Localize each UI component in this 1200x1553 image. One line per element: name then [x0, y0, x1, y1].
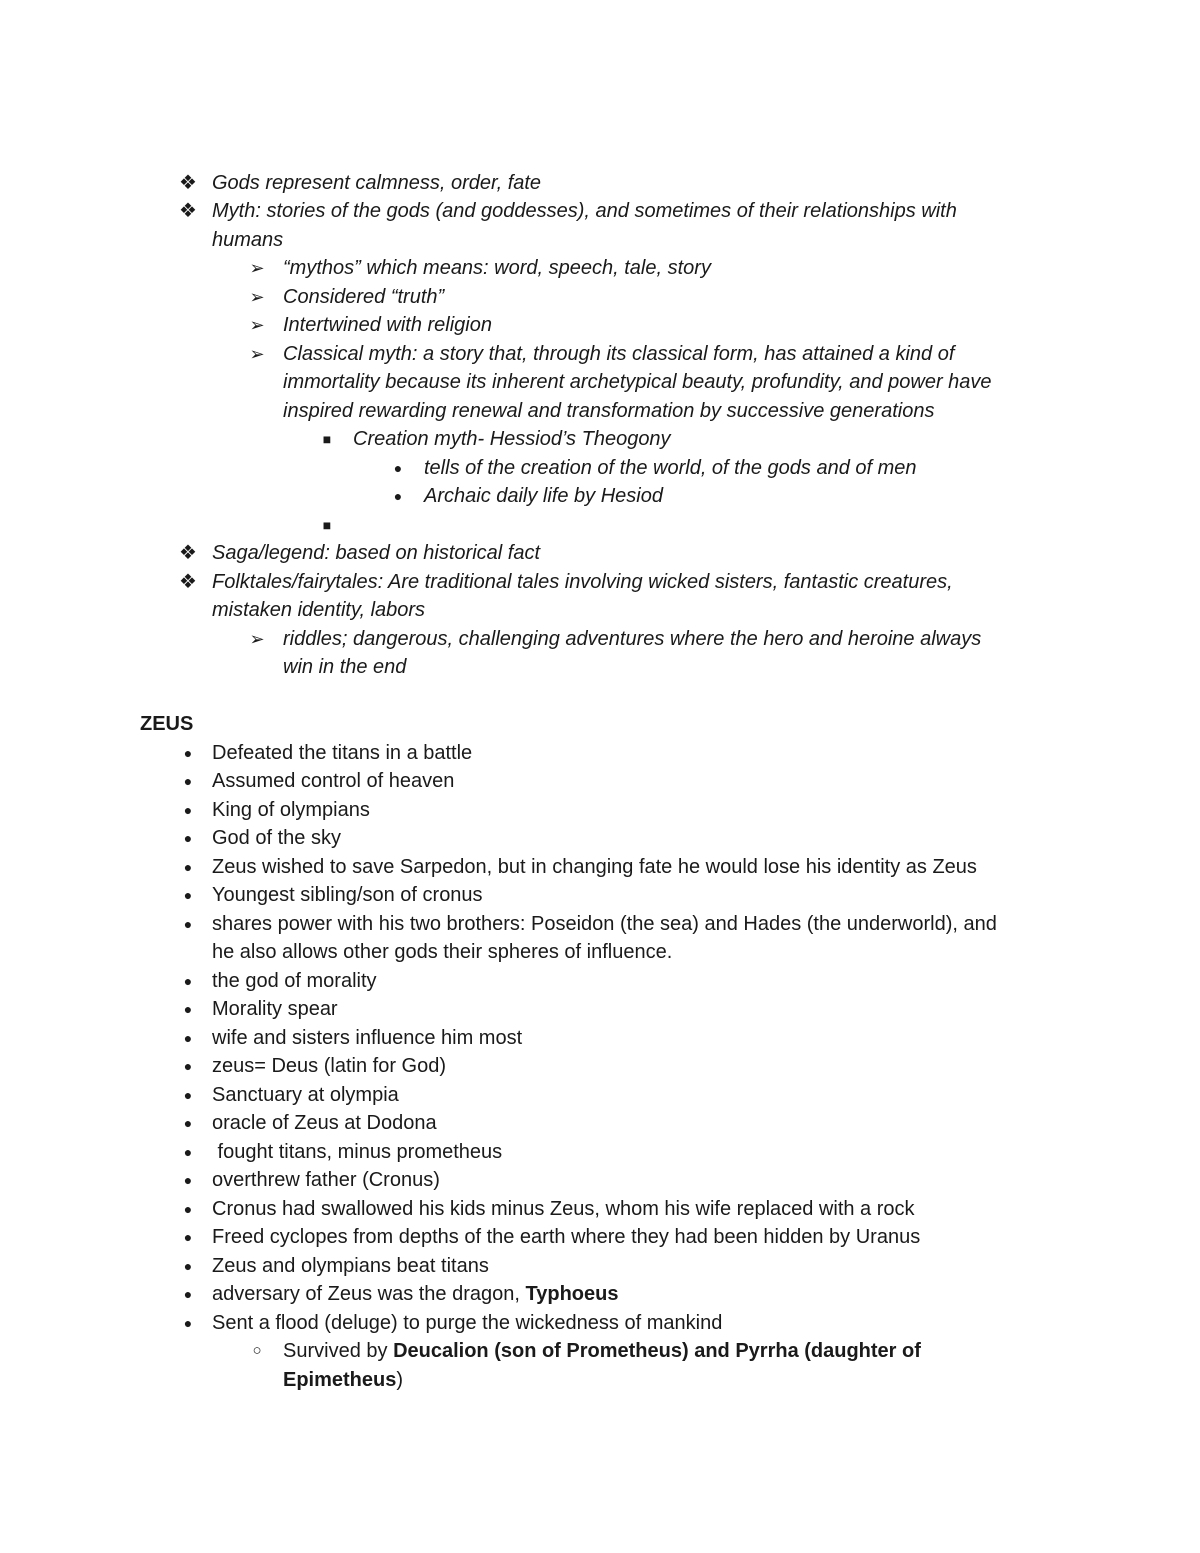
list-item-continuation: [212, 938, 672, 967]
dot-bullet-icon: ●: [183, 887, 193, 903]
list-item: [183, 881, 483, 910]
list-item-text: [212, 1283, 618, 1305]
list-item-text: Morality spear: [212, 998, 338, 1020]
dot-bullet-icon: ●: [183, 1286, 193, 1302]
dot-bullet-icon: ●: [183, 773, 193, 789]
epimetheus-bold: Epimetheus: [283, 1369, 397, 1391]
section-heading: ZEUS: [140, 713, 194, 735]
dot-bullet-icon: ●: [183, 802, 193, 818]
list-item-text: Assumed control of heaven: [212, 770, 455, 792]
list-item: [183, 1052, 446, 1081]
list-item: [183, 1081, 399, 1110]
list-item-text: win in the end: [283, 656, 407, 678]
list-item-text: Cronus had swallowed his kids minus Zeus, whom his wife replaced with a rock: [212, 1198, 915, 1220]
list-item-text: mistaken identity, labors: [212, 599, 426, 621]
list-item: [179, 197, 957, 226]
list-item: [183, 853, 977, 882]
dot-bullet-icon: ●: [183, 1144, 193, 1160]
survived-text: Survived by: [283, 1340, 394, 1362]
list-item: [249, 311, 492, 340]
list-item-text: Youngest sibling/son of cronus: [212, 884, 483, 906]
list-item: [183, 1280, 619, 1309]
survivors-bold: Deucalion (son of Prometheus) and Pyrrha (daughter of: [393, 1340, 921, 1362]
diamond-bullet-icon: ❖: [179, 571, 197, 593]
list-item: [183, 739, 473, 768]
list-item-continuation: [283, 397, 934, 426]
dot-bullet-icon: ●: [183, 1001, 193, 1017]
list-item-continuation: [283, 1366, 403, 1395]
list-item-text: [283, 1369, 403, 1391]
list-item-text: tells of the creation of the world, of the gods and of men: [424, 457, 917, 479]
closing-paren: ): [396, 1369, 404, 1391]
list-item-text: he also allows other gods their spheres of influence.: [212, 941, 673, 963]
list-item: [183, 1166, 440, 1195]
dot-bullet-icon: ●: [183, 916, 193, 932]
list-item: [249, 340, 955, 369]
adversary-text: adversary of Zeus was the dragon,: [212, 1283, 526, 1305]
dot-bullet-icon: ●: [183, 1315, 193, 1331]
list-item: [183, 995, 338, 1024]
list-item: [249, 283, 445, 312]
dot-bullet-icon: ●: [183, 1229, 193, 1245]
list-item-text: God of the sky: [212, 827, 341, 849]
list-item-text: Intertwined with religion: [283, 314, 492, 336]
list-item: [249, 254, 711, 283]
list-item-text: Zeus wished to save Sarpedon, but in changing fate he would lose his identity as Zeus: [212, 856, 977, 878]
dot-bullet-icon: ●: [183, 1087, 193, 1103]
square-bullet-icon: ■: [322, 517, 332, 533]
arrow-bullet-icon: ➢: [249, 287, 265, 307]
dot-bullet-icon: ●: [183, 1258, 193, 1274]
list-item: [393, 454, 917, 483]
arrow-bullet-icon: ➢: [249, 258, 265, 278]
diamond-bullet-icon: ❖: [179, 200, 197, 222]
list-item-text: King of olympians: [212, 799, 370, 821]
dot-bullet-icon: ●: [183, 1115, 193, 1131]
list-item-text: overthrew father (Cronus): [212, 1169, 440, 1191]
list-item: [183, 796, 370, 825]
arrow-bullet-icon: ➢: [249, 315, 265, 335]
list-item-text: Sent a flood (deluge) to purge the wickedness of mankind: [212, 1312, 723, 1334]
diamond-bullet-icon: ❖: [179, 542, 197, 564]
list-item: [252, 1337, 921, 1366]
list-item-text: the god of morality: [212, 970, 377, 992]
list-item-continuation: [212, 226, 283, 255]
list-item-text: “mythos” which means: word, speech, tale, story: [283, 257, 711, 279]
dot-bullet-icon: ●: [183, 745, 193, 761]
dot-bullet-icon: ●: [183, 830, 193, 846]
list-item: [183, 767, 455, 796]
list-item: [183, 824, 341, 853]
list-item: [183, 1195, 915, 1224]
dot-bullet-icon: ●: [183, 1058, 193, 1074]
dot-bullet-icon: ●: [183, 1030, 193, 1046]
list-item-text: Myth: stories of the gods (and goddesses), and sometimes of their relationships with: [212, 200, 957, 222]
list-item-continuation: [283, 368, 992, 397]
list-item: [179, 539, 540, 568]
circle-bullet-icon: ○: [252, 1342, 262, 1359]
square-bullet-icon: ■: [322, 431, 332, 447]
list-item: [183, 1138, 503, 1167]
list-item: [249, 625, 982, 654]
dot-bullet-icon: ●: [183, 859, 193, 875]
dot-bullet-icon: ●: [183, 1201, 193, 1217]
list-item-text: shares power with his two brothers: Poseidon (the sea) and Hades (the underworld), and: [212, 913, 997, 935]
list-item: [322, 425, 671, 454]
list-item: [183, 967, 377, 996]
list-item-continuation: [212, 596, 425, 625]
list-item: [393, 482, 663, 511]
list-item-continuation: [283, 653, 406, 682]
diamond-bullet-icon: ❖: [179, 172, 197, 194]
list-item-text: Classical myth: a story that, through its classical form, has attained a kind of: [283, 343, 955, 365]
arrow-bullet-icon: ➢: [249, 629, 265, 649]
list-item: [179, 169, 542, 198]
list-item: [183, 1309, 723, 1338]
list-item-text: Gods represent calmness, order, fate: [212, 172, 542, 194]
list-item-text: Creation myth- Hessiod’s Theogony: [353, 428, 671, 450]
dot-bullet-icon: ●: [393, 460, 403, 476]
list-item-text: Saga/legend: based on historical fact: [212, 542, 540, 564]
list-item-text: fought titans, minus prometheus: [212, 1141, 503, 1163]
list-item-text: zeus= Deus (latin for God): [212, 1055, 446, 1077]
arrow-bullet-icon: ➢: [249, 344, 265, 364]
list-item-text: immortality because its inherent archetypical beauty, profundity, and power have: [283, 371, 992, 393]
dot-bullet-icon: ●: [183, 1172, 193, 1188]
list-item: [183, 1109, 437, 1138]
list-item-text: Considered “truth”: [283, 286, 445, 308]
list-item-text: riddles; dangerous, challenging adventures where the hero and heroine always: [283, 628, 982, 650]
list-item: [183, 1223, 921, 1252]
list-item-text: humans: [212, 229, 284, 251]
list-item-text: [283, 1340, 921, 1362]
list-item-text: Folktales/fairytales: Are traditional tales involving wicked sisters, fantastic creatures,: [212, 571, 953, 593]
list-item-text: Zeus and olympians beat titans: [212, 1255, 489, 1277]
list-item: [179, 568, 953, 597]
typhoeus-bold: Typhoeus: [525, 1283, 619, 1305]
list-item-text: Freed cyclopes from depths of the earth where they had been hidden by Uranus: [212, 1226, 921, 1248]
list-item: [183, 910, 997, 939]
dot-bullet-icon: ●: [183, 973, 193, 989]
list-item: [183, 1024, 523, 1053]
list-item-text: Archaic daily life by Hesiod: [424, 485, 663, 507]
list-item: [183, 1252, 489, 1281]
list-item-text: wife and sisters influence him most: [212, 1027, 523, 1049]
list-item-text: Defeated the titans in a battle: [212, 742, 473, 764]
list-item-text: inspired rewarding renewal and transformation by successive generations: [283, 400, 935, 422]
dot-bullet-icon: ●: [393, 488, 403, 504]
list-item-text: oracle of Zeus at Dodona: [212, 1112, 437, 1134]
list-item-text: Sanctuary at olympia: [212, 1084, 399, 1106]
